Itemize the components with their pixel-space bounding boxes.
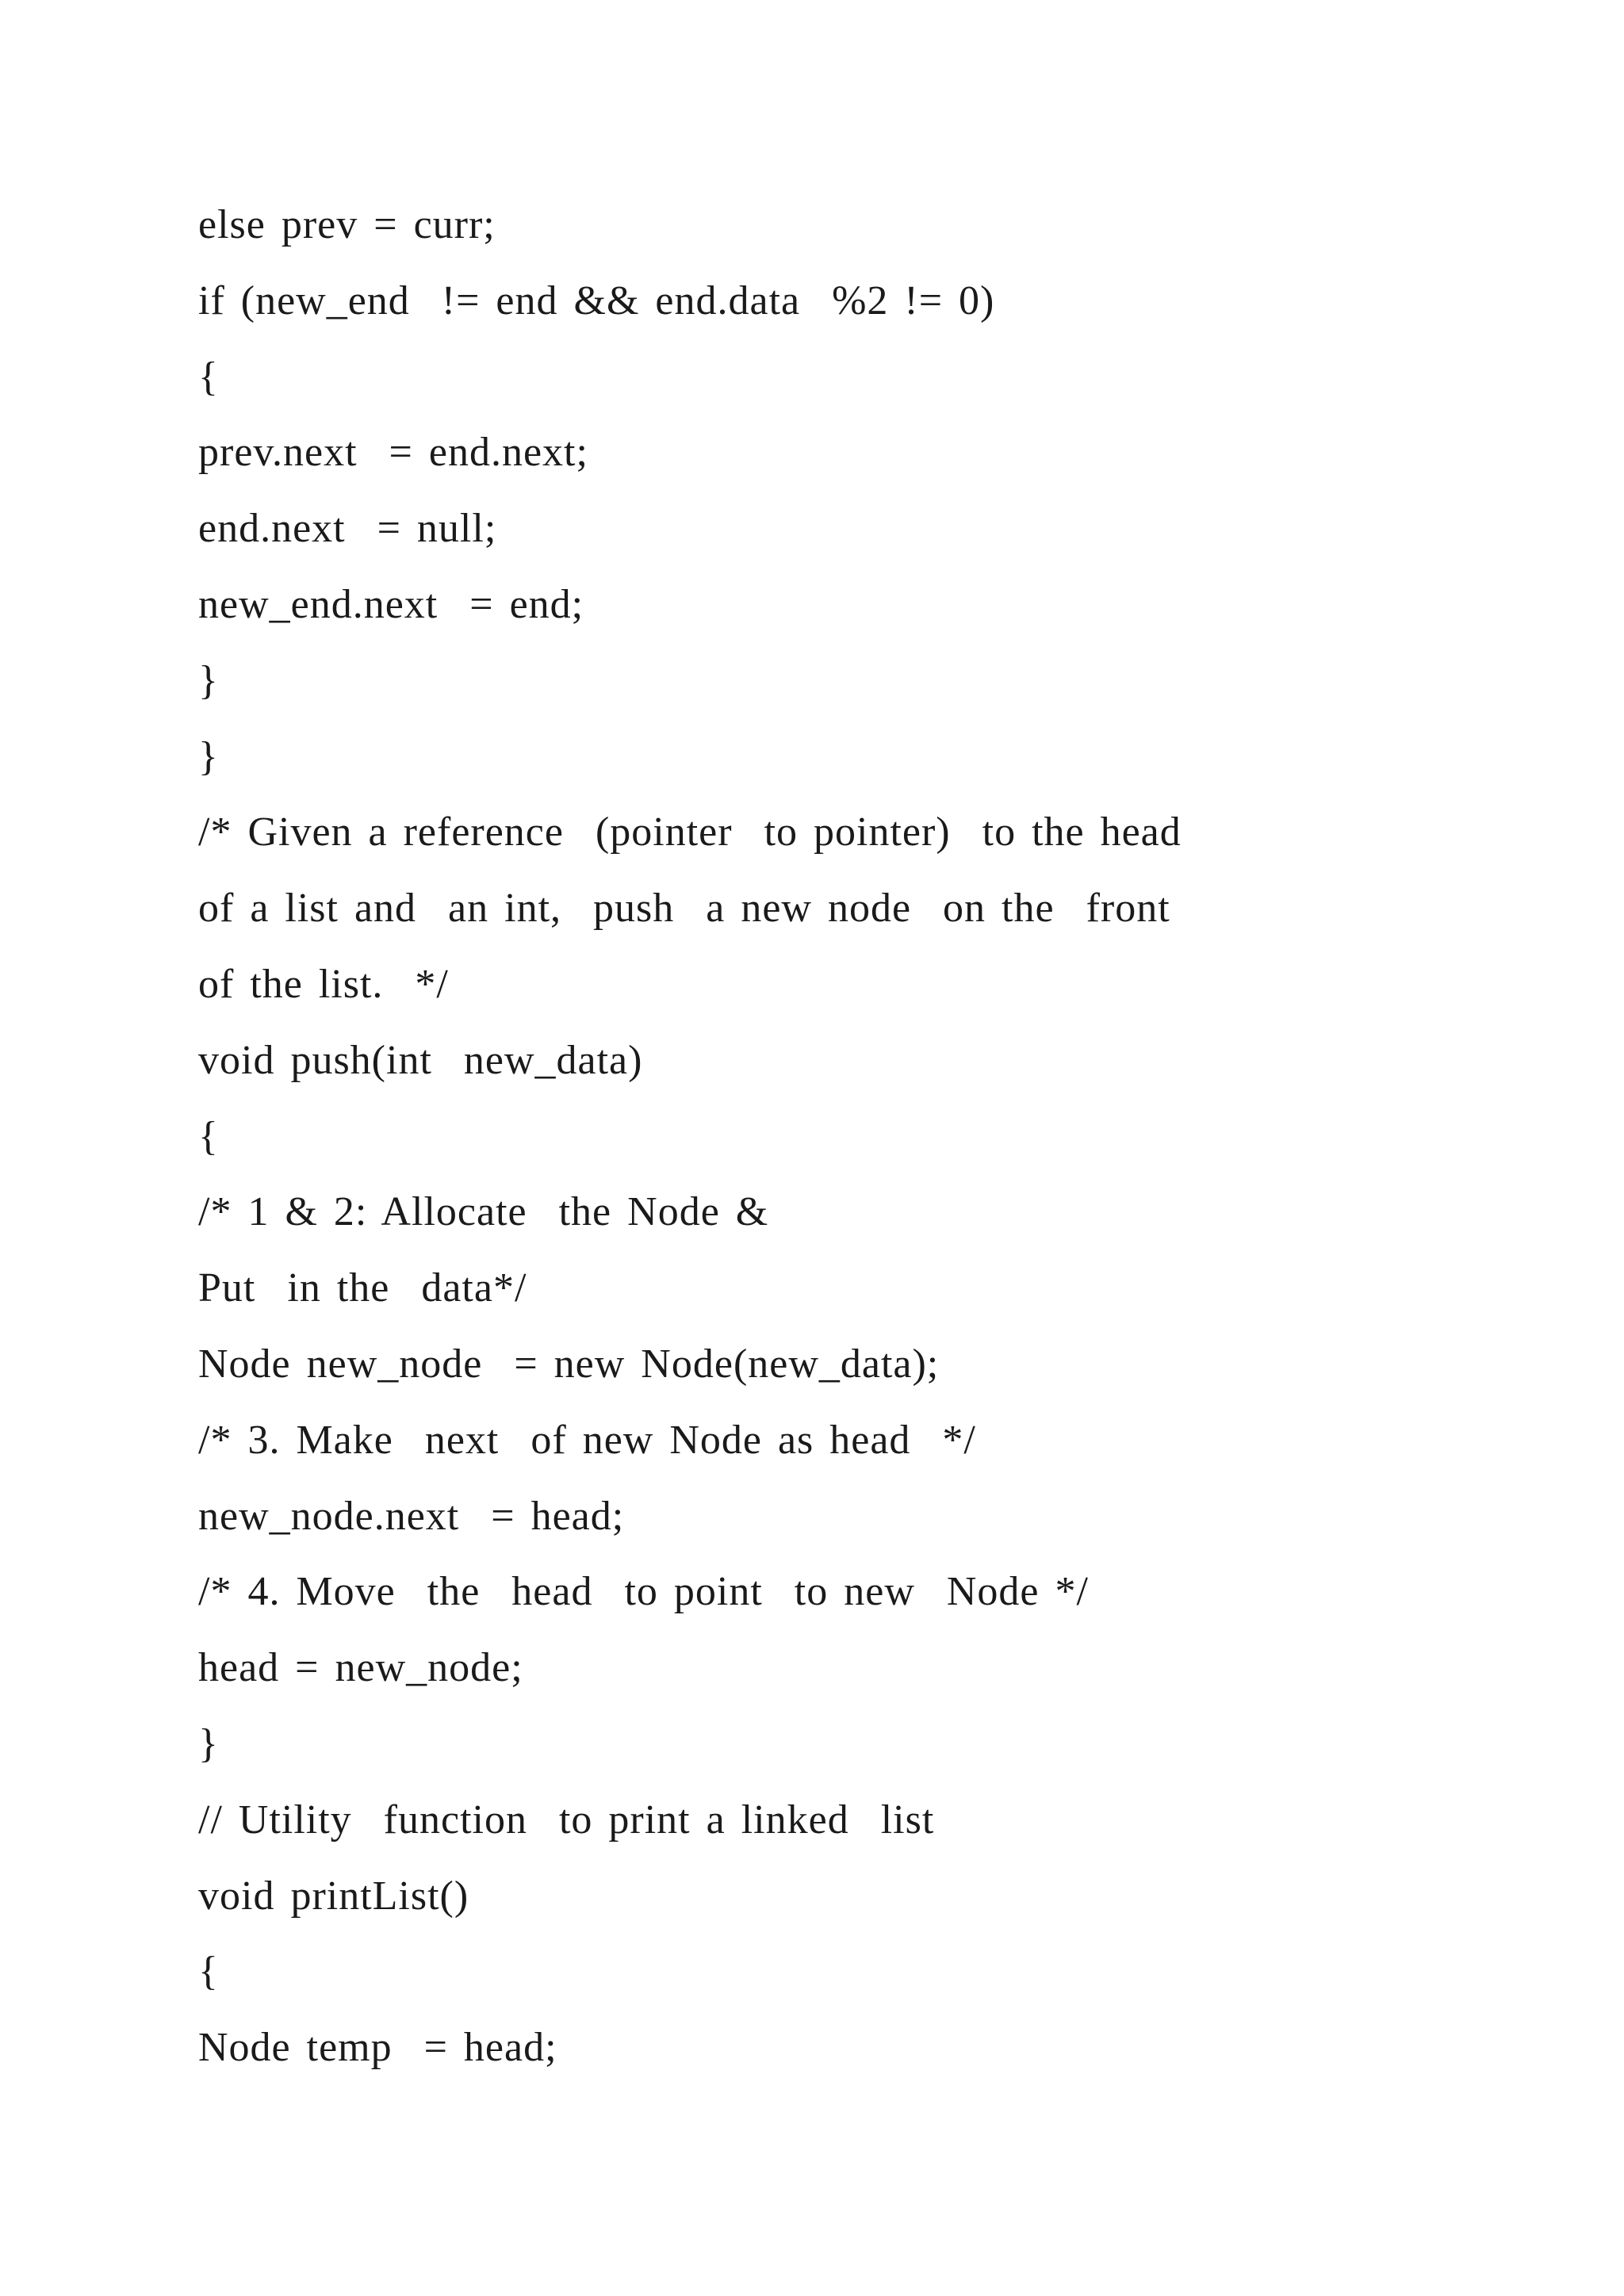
code-comment-line: of the list. */ — [198, 961, 449, 1007]
code-line: } — [198, 657, 219, 703]
code-line: void push(int new_data) — [198, 1037, 643, 1083]
code-comment-line: /* Given a reference (pointer to pointer) to the head — [198, 809, 1182, 855]
code-line: void printList() — [198, 1873, 469, 1919]
code-line: end.next = null; — [198, 506, 497, 552]
code-line: { — [198, 354, 219, 400]
code-comment-line: of a list and an int, push a new node on the front — [198, 886, 1170, 932]
code-comment-line: /* 3. Make next of new Node as head */ — [198, 1417, 976, 1463]
code-line: { — [198, 1949, 219, 1995]
code-line: head = new_node; — [198, 1645, 523, 1691]
code-line: if (new_end != end && end.data %2 != 0) — [198, 277, 995, 323]
code-line: else prev = curr; — [198, 202, 496, 247]
code-line: { — [198, 1113, 219, 1159]
code-comment-line: /* 4. Move the head to point to new Node */ — [198, 1569, 1089, 1615]
code-comment-line: // Utility function to print a linked list — [198, 1797, 935, 1843]
code-comment-line: Put in the data*/ — [198, 1265, 527, 1311]
code-line: new_node.next = head; — [198, 1493, 625, 1539]
code-comment-line: /* 1 & 2: Allocate the Node & — [198, 1189, 769, 1235]
code-line: Node new_node = new Node(new_data); — [198, 1341, 940, 1387]
code-line: prev.next = end.next; — [198, 430, 588, 476]
code-line: } — [198, 1720, 219, 1766]
code-listing — [198, 187, 1546, 2086]
code-line: Node temp = head; — [198, 2025, 557, 2071]
code-line: new_end.next = end; — [198, 581, 584, 627]
code-line: } — [198, 733, 219, 779]
